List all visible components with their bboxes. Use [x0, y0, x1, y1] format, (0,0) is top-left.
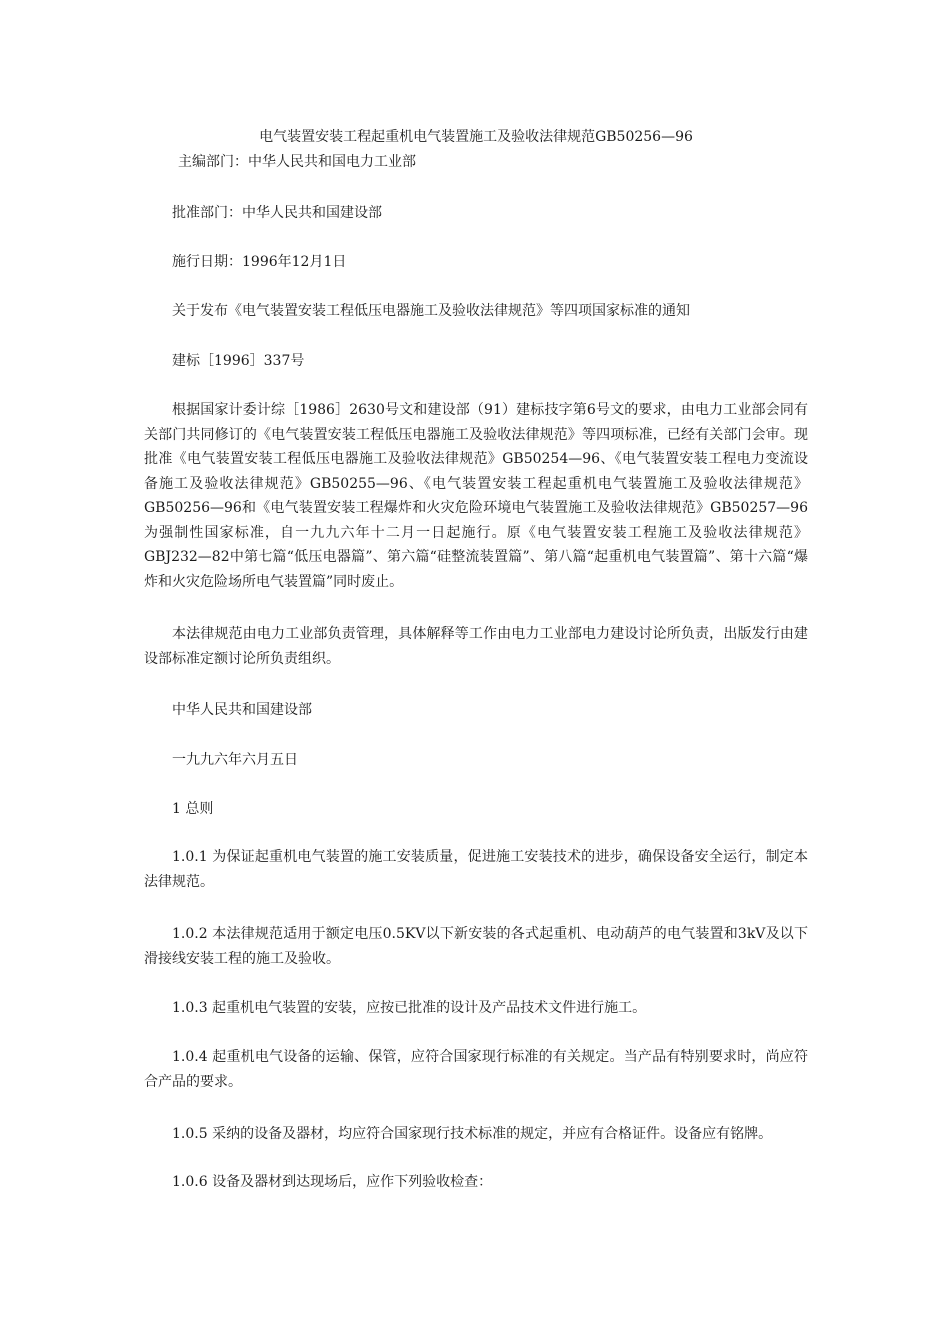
- clause: 1.0.6 设备及器材到达现场后，应作下列验收检查：: [172, 1174, 493, 1190]
- document-number: 建标［1996］337号: [172, 353, 305, 369]
- issue-date: 一九九六年六月五日: [172, 752, 298, 768]
- editor-department: 主编部门：中华人民共和国电力工业部: [178, 154, 416, 170]
- clause: 1.0.1 为保证起重机电气装置的施工安装质量，促进施工安装技术的进步，确保设备安全运行，制定本法律规范。: [144, 849, 808, 890]
- clause: 1.0.3 起重机电气装置的安装，应按已批准的设计及产品技术文件进行施工。: [172, 1000, 647, 1016]
- clause: 1.0.4 起重机电气设备的运输、保管，应符合国家现行标准的有关规定。当产品有特别要求时，尚应符合产品的要求。: [144, 1049, 808, 1090]
- notice-title: 关于发布《电气装置安装工程低压电器施工及验收法律规范》等四项国家标准的通知: [172, 303, 690, 319]
- clause: 1.0.5 采纳的设备及器材，均应符合国家现行技术标准的规定，并应有合格证件。设备应有铭牌。: [172, 1126, 773, 1142]
- chapter-heading: 1 总则: [172, 801, 214, 817]
- approval-department: 批准部门：中华人民共和国建设部: [172, 205, 382, 221]
- body-paragraph: 本法律规范由电力工业部负责管理，具体解释等工作由电力工业部电力建设讨论所负责，出版发行由建设部标准定额讨论所负责组织。: [144, 626, 808, 667]
- issuer: 中华人民共和国建设部: [172, 702, 312, 718]
- document-title: 电气装置安装工程起重机电气装置施工及验收法律规范GB50256—96: [259, 129, 693, 145]
- body-paragraph: 根据国家计委计综［1986］2630号文和建设部（91）建标技字第6号文的要求，由电力工业部会同有关部门共同修订的《电气装置安装工程低压电器施工及验收法律规范》等四项标准，已经有关部门会审。现批准《电气装置安装工程低压电器施工及验收法律规范》GB50254—96、《电气装置安装工程电力变流设备施工及验收法律规范》GB50255—96、《电气装置安装工程起重机电气装置施工及验收法律规范》GB50256—96和《电气装置安装工程爆炸和火灾危险环境电气装置施工及验收法律规范》GB50257—96为强制性国家标准，自一九九六年十二月一日起施行。原《电气装置安装工程施工及验收法律规范》GBJ232—82中第七篇“低压电器篇”、第六篇“硅整流装置篇”、第八篇“起重机电气装置篇”、第十六篇“爆炸和火灾危险场所电气装置篇”同时废止。: [144, 402, 808, 590]
- effective-date: 施行日期：1996年12月1日: [172, 254, 347, 270]
- clause: 1.0.2 本法律规范适用于额定电压0.5KV以下新安装的各式起重机、电动葫芦的电气装置和3kV及以下滑接线安装工程的施工及验收。: [144, 926, 808, 967]
